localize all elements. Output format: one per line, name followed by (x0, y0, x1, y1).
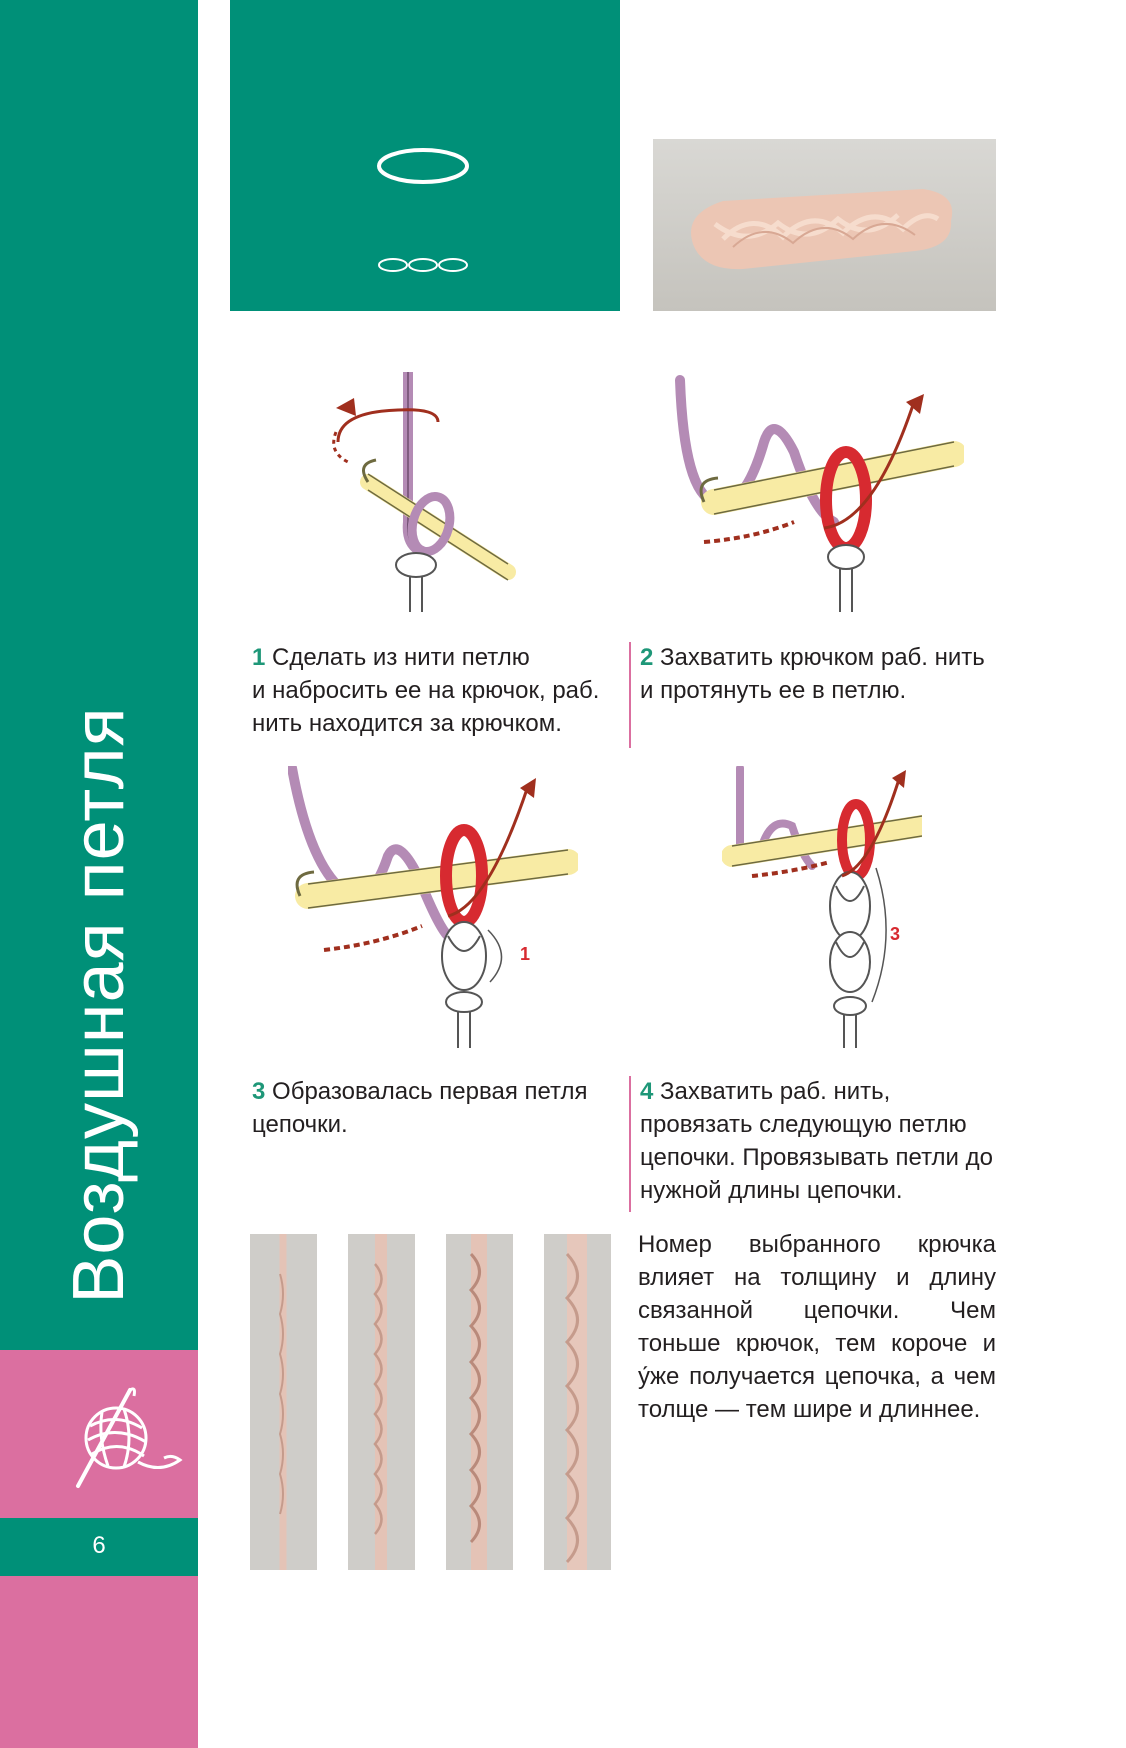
step2-number: 2 (640, 644, 654, 671)
step2-caption (640, 641, 1000, 707)
step1-number: 1 (252, 644, 266, 671)
step4-text-line1: Захватить раб. нить, (660, 1078, 891, 1105)
step1-text-line2: и набросить ее на крючок, раб. (252, 677, 600, 704)
step4-text-line3: цепочки. Провязывать петли до (640, 1144, 993, 1171)
step2-text-line1: Захватить крючком раб. нить (660, 644, 985, 671)
step3-text-line1: Образовалась первая петля (272, 1078, 588, 1105)
step3-number: 3 (252, 1078, 266, 1105)
chain-sample-thickest (544, 1234, 611, 1570)
step1-text-line1: Сделать из нити петлю (272, 644, 530, 671)
page-title (0, 700, 198, 1310)
chain-sample-medium (348, 1234, 415, 1570)
step3-illustration (288, 766, 578, 1048)
chain-sample-thick (446, 1234, 513, 1570)
step2-illustration (674, 372, 964, 612)
step1-illustration (318, 372, 518, 612)
chain-sample-thin (250, 1234, 317, 1570)
step4-text-line4: нужной длины цепочки. (640, 1177, 903, 1204)
step3-marker: 1 (520, 944, 531, 964)
step4-marker: 3 (890, 924, 901, 944)
chain-symbol-panel (230, 0, 620, 311)
step4-illustration (722, 766, 922, 1048)
chain-photo (653, 139, 996, 311)
step1-text-line3: нить находится за крючком. (252, 710, 562, 737)
step3-text-line2: цепочки. (252, 1111, 348, 1138)
yarn-ball-hook-icon (68, 1382, 186, 1492)
step3-caption (252, 1075, 622, 1141)
step2-text-line2: и протянуть ее в петлю. (640, 677, 907, 704)
page-number: 6 (92, 1532, 106, 1559)
page-title-text: Воздушная петля (59, 706, 139, 1304)
hook-size-description: Номер выбранного крючка влияет на толщину и длину связанной цепочки. Чем тоньше крючок, тем короче и у́же получается цепочка, а чем толще — тем шире и длиннее. (638, 1231, 996, 1423)
step4-caption (640, 1075, 1000, 1207)
column-divider (629, 642, 631, 748)
step4-number: 4 (640, 1078, 654, 1105)
step4-text-line2: провязать следующую петлю (640, 1111, 967, 1138)
column-divider (629, 1076, 631, 1212)
step1-caption (252, 641, 622, 740)
sidebar (0, 0, 198, 1748)
sidebar-bottom-band (0, 1576, 198, 1748)
